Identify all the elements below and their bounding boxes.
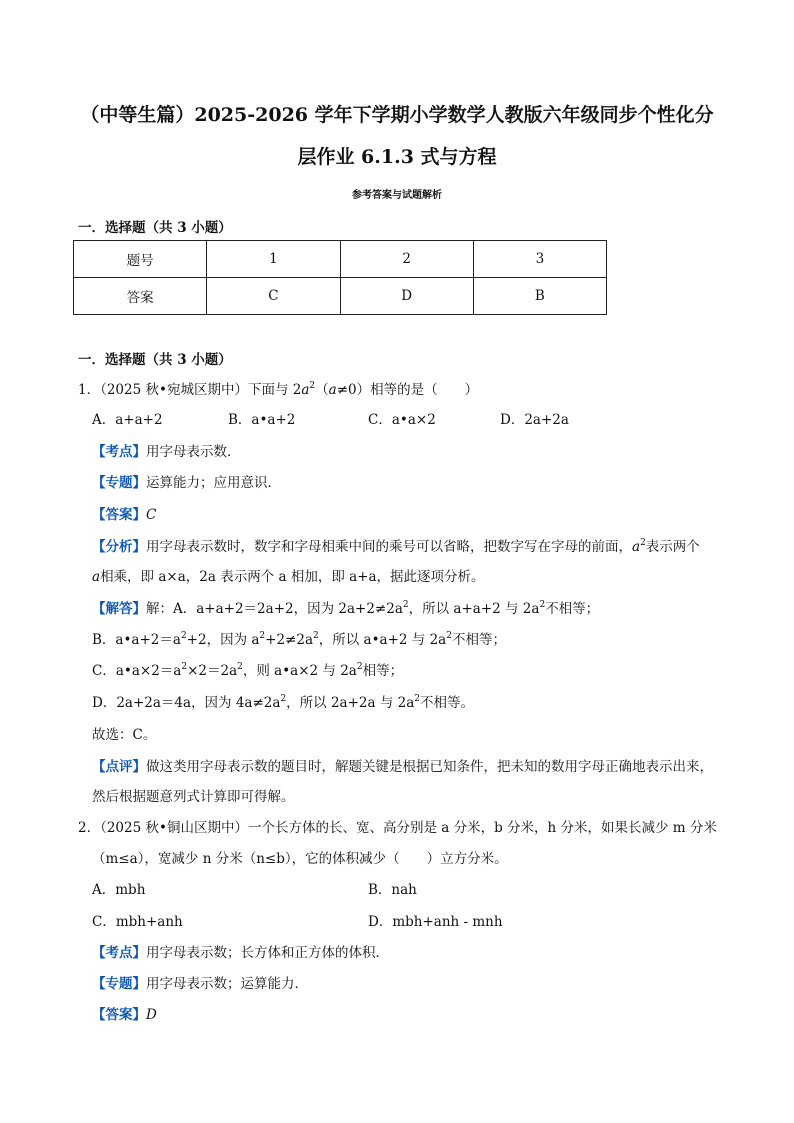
answer-table (73, 240, 607, 315)
table-cell: C (207, 278, 340, 315)
section-heading: 一．选择题（共 3 小题） (78, 220, 232, 236)
table-cell: D (340, 278, 473, 315)
q1-option-b: B．a•a+2 (228, 412, 296, 428)
q1-solution-b: B．$a•a+2=a^2+2$，因为 $a^2+2\ne 2a^2$，所以 a•a+2 与 $2a^2$不相等； (92, 631, 506, 648)
table-cell: 2 (340, 241, 473, 278)
question-2-stem-line2: （m≤a），宽减少 n 分米（n≤b），它的体积减少（ ）立方分米。 (92, 851, 508, 867)
q1-answer: 【答案】C (92, 507, 157, 523)
answer-table-header-row (74, 241, 607, 278)
q1-choice: 故选：C。 (92, 727, 157, 743)
document-title-line2: 层作业 6.1.3 式与方程 (297, 146, 497, 168)
table-cell: 1 (207, 241, 340, 278)
question-1-stem: 1．（2025 秋•宛城区期中）下面与 $2a^2(a\ne 0)$相等的是（ ） (78, 381, 479, 398)
q1-comment-line1: 【点评】做这类用字母表示数的题目时，解题关键是根据已知条件，把未知的数用字母正确地表示出来， (92, 759, 713, 775)
q2-kaodian: 【考点】用字母表示数；长方体和正方体的体积． (92, 945, 389, 961)
q1-option-a: A．a+a+2 (92, 412, 163, 428)
q2-zhuanti: 【专题】用字母表示数；运算能力． (92, 976, 308, 992)
q1-option-d: D．2a+2a (500, 412, 569, 428)
answer-table-answer-row (74, 278, 607, 315)
q1-option-c: C．a•a×2 (368, 412, 436, 428)
q2-option-d: D．mbh+anh - mnh (368, 914, 503, 930)
q2-option-c: C．mbh+anh (92, 914, 183, 930)
q2-option-a: A．mbh (92, 882, 146, 898)
q1-solution-c: C．$a•a\times 2=a^2\times 2=2a^2$，则 a•a×2 与 $2a^2$相等； (92, 662, 404, 679)
table-cell: B (473, 278, 606, 315)
q2-answer: 【答案】D (92, 1007, 157, 1023)
q1-solution-d: D．2a+2a＝4a，因为 $4a\ne 2a^2$，所以 2a+2a 与 $2a^2$不相等。 (92, 694, 475, 711)
q1-zhuanti: 【专题】运算能力；应用意识． (92, 475, 281, 491)
q1-analysis-line2: a相乘，即 a×a，2a 表示两个 a 相加，即 a+a，据此逐项分析。 (92, 569, 485, 585)
table-cell: 3 (473, 241, 606, 278)
table-cell: 答案 (74, 278, 207, 315)
section-heading: 一．选择题（共 3 小题） (78, 352, 232, 368)
q1-analysis-line1: 【分析】用字母表示数时，数字和字母相乘中间的乘号可以省略，把数字写在字母的前面，$a^2$表示两个 (92, 538, 700, 555)
q1-solution-a: 【解答】解：A．a+a+2＝2a+2，因为 $2a+2\ne 2a^2$，所以 a+a+2 与 $2a^2$不相等； (92, 600, 600, 617)
q1-comment-line2: 然后根据题意列式计算即可得解。 (92, 789, 295, 805)
document-title-line1: （中等生篇）2025-2026 学年下学期小学数学人教版六年级同步个性化分 (80, 104, 714, 126)
document-subtitle: 参考答案与试题解析 (352, 190, 442, 201)
q2-option-b: B．nah (368, 882, 417, 898)
table-cell: 题号 (74, 241, 207, 278)
q1-kaodian: 【考点】用字母表示数． (92, 444, 241, 460)
question-2-stem-line1: 2．（2025 秋•铜山区期中）一个长方体的长、宽、高分别是 a 分米，b 分米，h 分米，如果长减少 m 分米 (78, 820, 717, 836)
